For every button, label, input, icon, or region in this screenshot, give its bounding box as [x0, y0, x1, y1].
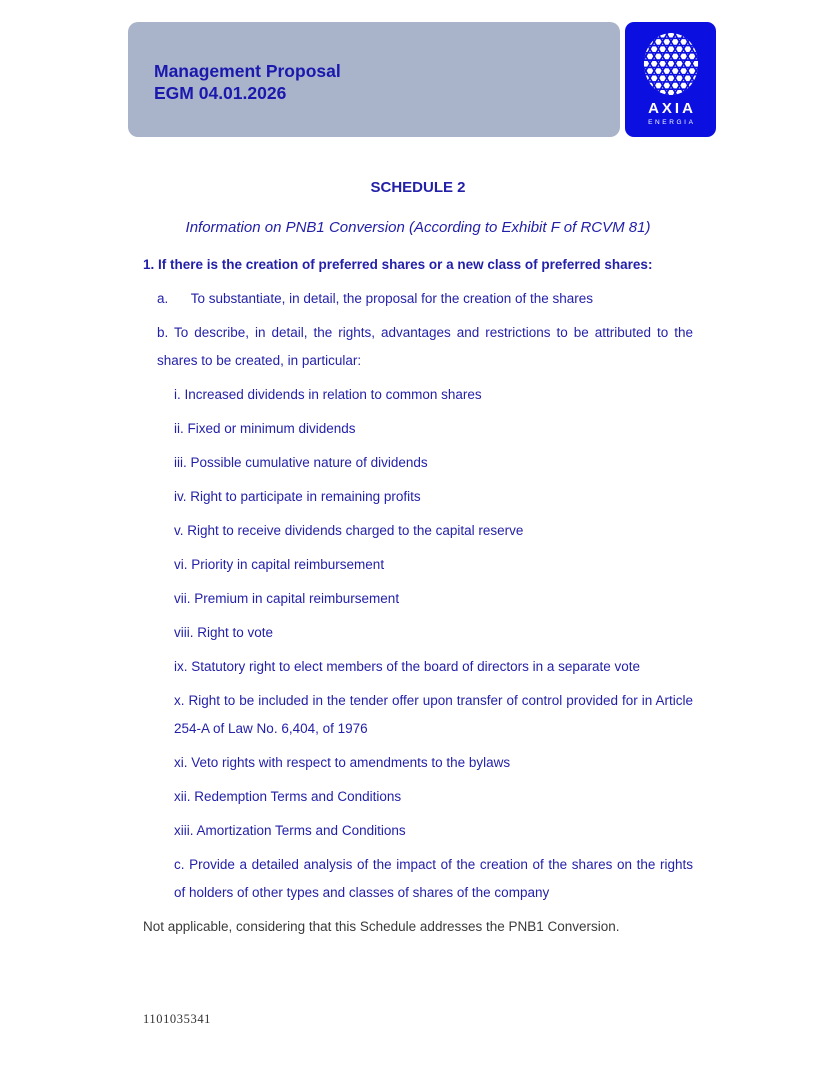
- list-item-c: c. Provide a detailed analysis of the impact of the creation of the shares on the rights of holders of other types and classes of shares of the company: [174, 857, 693, 900]
- axia-sphere-icon: [638, 28, 704, 100]
- list-item-vi: vi. Priority in capital reimbursement: [174, 557, 385, 572]
- schedule-title: SCHEDULE 2: [370, 179, 466, 196]
- list-item-xiii: xiii. Amortization Terms and Conditions: [174, 823, 406, 838]
- list-item-i: i. Increased dividends in relation to common shares: [174, 387, 482, 402]
- header-title: Management Proposal: [154, 61, 341, 81]
- list-item-iv: iv. Right to participate in remaining profits: [174, 489, 421, 504]
- list-item-b: b. To describe, in detail, the rights, advantages and restrictions to be attributed to the shares to be created, in particular:: [157, 325, 693, 368]
- header-title-block: [154, 60, 341, 104]
- list-item-x: x. Right to be included in the tender offer upon transfer of control provided for in Article 254-A of Law No. 6,404, of 1976: [174, 693, 693, 736]
- list-item-ix: ix. Statutory right to elect members of the board of directors in a separate vote: [174, 659, 640, 674]
- logo-brand-text: AXIA: [648, 100, 696, 117]
- list-item-xi: xi. Veto rights with respect to amendments to the bylaws: [174, 755, 511, 770]
- footer-number: 1101035341: [143, 1012, 212, 1026]
- list-item-viii: viii. Right to vote: [174, 625, 274, 640]
- logo-subtitle-text: ENERGIA: [648, 119, 696, 126]
- list-item-vii: vii. Premium in capital reimbursement: [174, 591, 400, 606]
- document-subtitle: Information on PNB1 Conversion (According to Exhibit F of RCVM 81): [185, 219, 651, 236]
- closing-note: Not applicable, considering that this Schedule addresses the PNB1 Conversion.: [143, 919, 620, 934]
- items-container: [143, 285, 693, 907]
- list-item-xii: xii. Redemption Terms and Conditions: [174, 789, 402, 804]
- list-item-a: a. To substantiate, in detail, the proposal for the creation of the shares: [157, 291, 594, 306]
- header-banner: [128, 22, 620, 137]
- header-date-line: EGM 04.01.2026: [154, 83, 287, 103]
- document-content: [143, 174, 693, 947]
- axia-logo: [625, 22, 716, 137]
- section-heading: 1. If there is the creation of preferred shares or a new class of preferred shares:: [143, 257, 653, 272]
- list-item-iii: iii. Possible cumulative nature of dividends: [174, 455, 428, 470]
- list-item-ii: ii. Fixed or minimum dividends: [174, 421, 356, 436]
- list-item-v: v. Right to receive dividends charged to the capital reserve: [174, 523, 524, 538]
